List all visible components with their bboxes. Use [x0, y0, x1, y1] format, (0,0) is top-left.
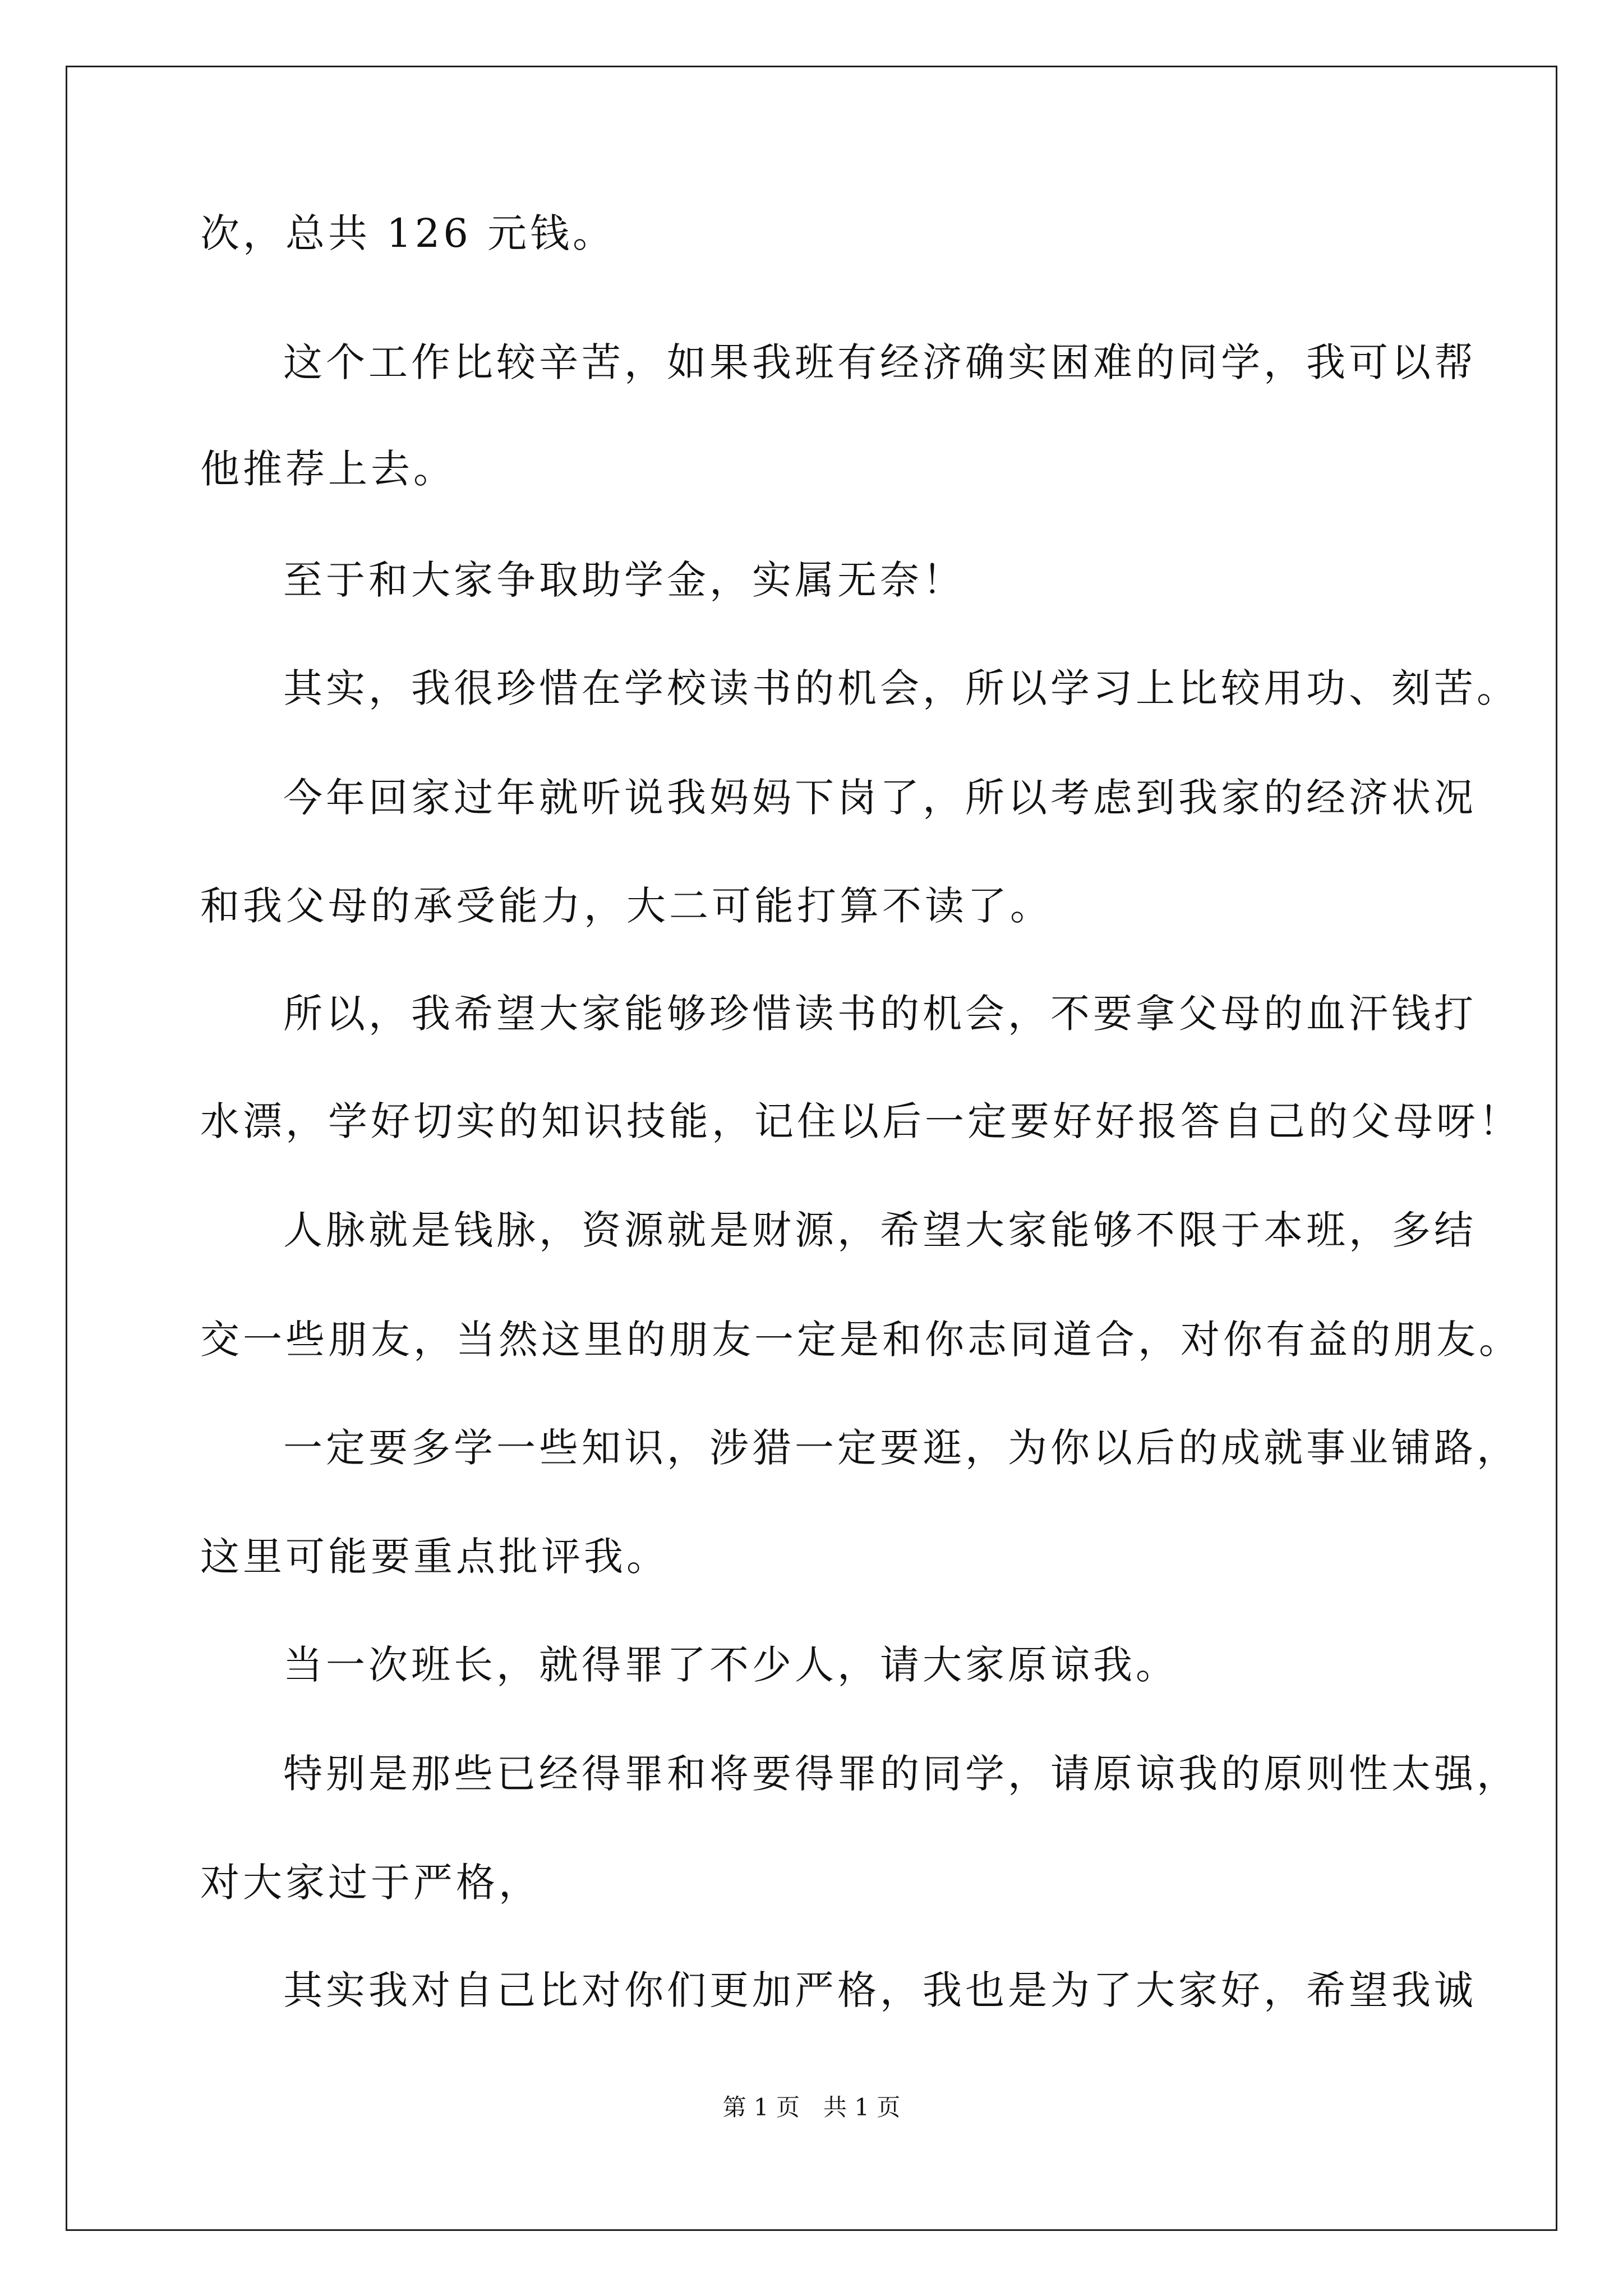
- text-line: 所以，我希望大家能够珍惜读书的机会，不要拿父母的血汗钱打: [283, 991, 1477, 1037]
- text-line: 和我父母的承受能力，大二可能打算不读了。: [200, 883, 1053, 929]
- text-line: 一定要多学一些知识，涉猎一定要逛，为你以后的成就事业铺路，: [283, 1425, 1519, 1471]
- text-line: 这里可能要重点批评我。: [200, 1534, 669, 1580]
- text-line: 人脉就是钱脉，资源就是财源，希望大家能够不限于本班，多结: [283, 1207, 1477, 1253]
- text-line: 水漂，学好切实的知识技能，记住以后一定要好好报答自己的父母呀！: [200, 1098, 1521, 1144]
- text-line: 其实，我很珍惜在学校读书的机会，所以学习上比较用功、刻苦。: [283, 665, 1519, 711]
- text-line: 这个工作比较辛苦，如果我班有经济确实困难的同学，我可以帮: [283, 339, 1477, 385]
- page-footer: 第 1 页 共 1 页: [722, 2093, 901, 2121]
- text-line: 当一次班长，就得罪了不少人，请大家原谅我。: [283, 1642, 1178, 1688]
- text-line: 次，总共 126 元钱。: [200, 210, 616, 256]
- text-line: 对大家过于严格，: [200, 1860, 541, 1906]
- text-line: 交一些朋友，当然这里的朋友一定是和你志同道合，对你有益的朋友。: [200, 1317, 1521, 1363]
- text-line: 他推荐上去。: [200, 446, 456, 492]
- text-line: 其实我对自己比对你们更加严格，我也是为了大家好，希望我诚: [283, 1967, 1477, 2013]
- text-line: 特别是那些已经得罪和将要得罪的同学，请原谅我的原则性太强，: [283, 1751, 1519, 1797]
- text-line: 今年回家过年就听说我妈妈下岗了，所以考虑到我家的经济状况: [283, 775, 1477, 821]
- text-line: 至于和大家争取助学金，实属无奈！: [283, 557, 965, 603]
